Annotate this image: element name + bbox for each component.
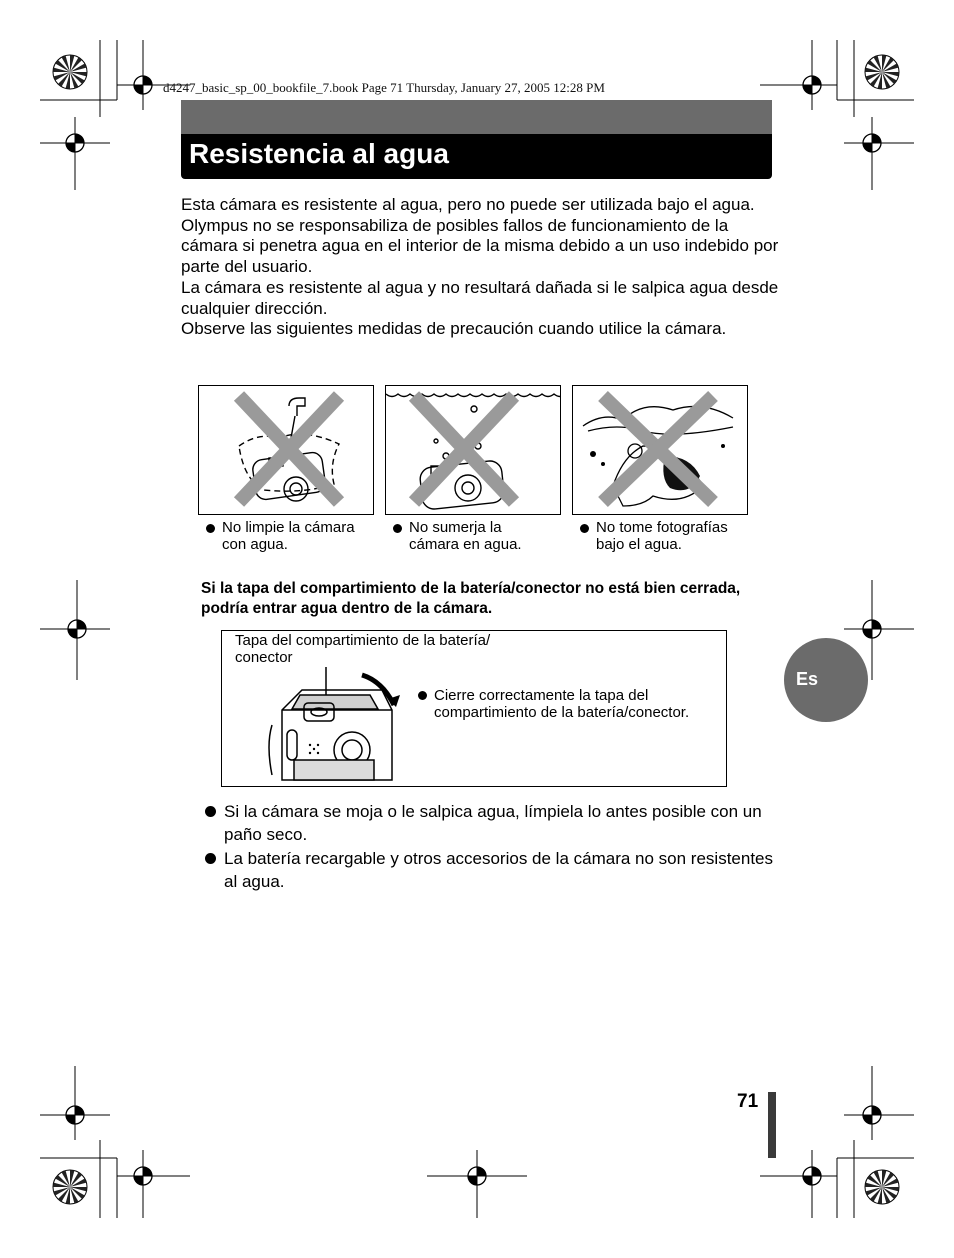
camera-under-tap-crossed-icon [199,386,373,514]
caption-tap [200,520,368,553]
caption-text: No sumerja la cámara en agua. [409,519,522,553]
illustration-underwater-photo [572,385,748,515]
title-band [181,100,772,134]
intro-paragraph: Olympus no se responsabiliza de posibles fallos de funcionamiento de la cámara si penetra agua en el interior de la misma debido a un uso indebido por parte del usuario. [181,215,779,277]
page-title: Resistencia al agua [189,138,449,169]
illustration-submerged [385,385,561,515]
page-number: 71 [737,1091,759,1112]
note-accessories: La batería recargable y otros accesorios de la cámara no son resistentes al agua. [224,849,774,891]
intro-paragraph: La cámara es resistente al agua y no resultará dañada si le salpica agua desde cualquier dirección. [181,277,779,318]
bullet-icon [206,524,215,533]
print-header: d4247_basic_sp_00_bookfile_7.book Page 71 Thursday, January 27, 2005 12:28 PM [163,80,605,95]
page-number-bar [768,1092,776,1158]
bullet-icon [205,806,216,817]
cover-instruction: Cierre correctamente la tapa del compartimiento de la batería/conector. [434,687,690,721]
cover-label: Tapa del compartimiento de la batería/ conector [235,632,491,666]
bullet-icon [418,691,427,700]
caption-underwater [574,520,742,553]
caption-text: No limpie la cámara con agua. [222,519,355,553]
intro-text [181,195,781,340]
bullet-icon [393,524,402,533]
intro-paragraph: Esta cámara es resistente al agua, pero no puede ser utilizada bajo el agua. [181,195,755,214]
caption-text: No tome fotografías bajo el agua. [596,519,728,553]
note-dry-camera: Si la cámara se moja o le salpica agua, límpiela lo antes posible con un paño seco. [224,802,762,844]
bullet-icon [580,524,589,533]
illustration-tap-water [198,385,374,515]
warning-text: Si la tapa del compartimiento de la batería/conector no está bien cerrada, podría entrar agua dentro de la cámara. [201,580,741,617]
diver-photo-crossed-icon [573,386,747,514]
camera-cover-illustration [262,665,412,783]
language-tab-label: Es [796,669,819,689]
caption-submerge [387,520,555,553]
intro-paragraph: Observe las siguientes medidas de precaución cuando utilice la cámara. [181,319,727,339]
camera-submerged-crossed-icon [386,386,560,514]
bullet-icon [205,853,216,864]
